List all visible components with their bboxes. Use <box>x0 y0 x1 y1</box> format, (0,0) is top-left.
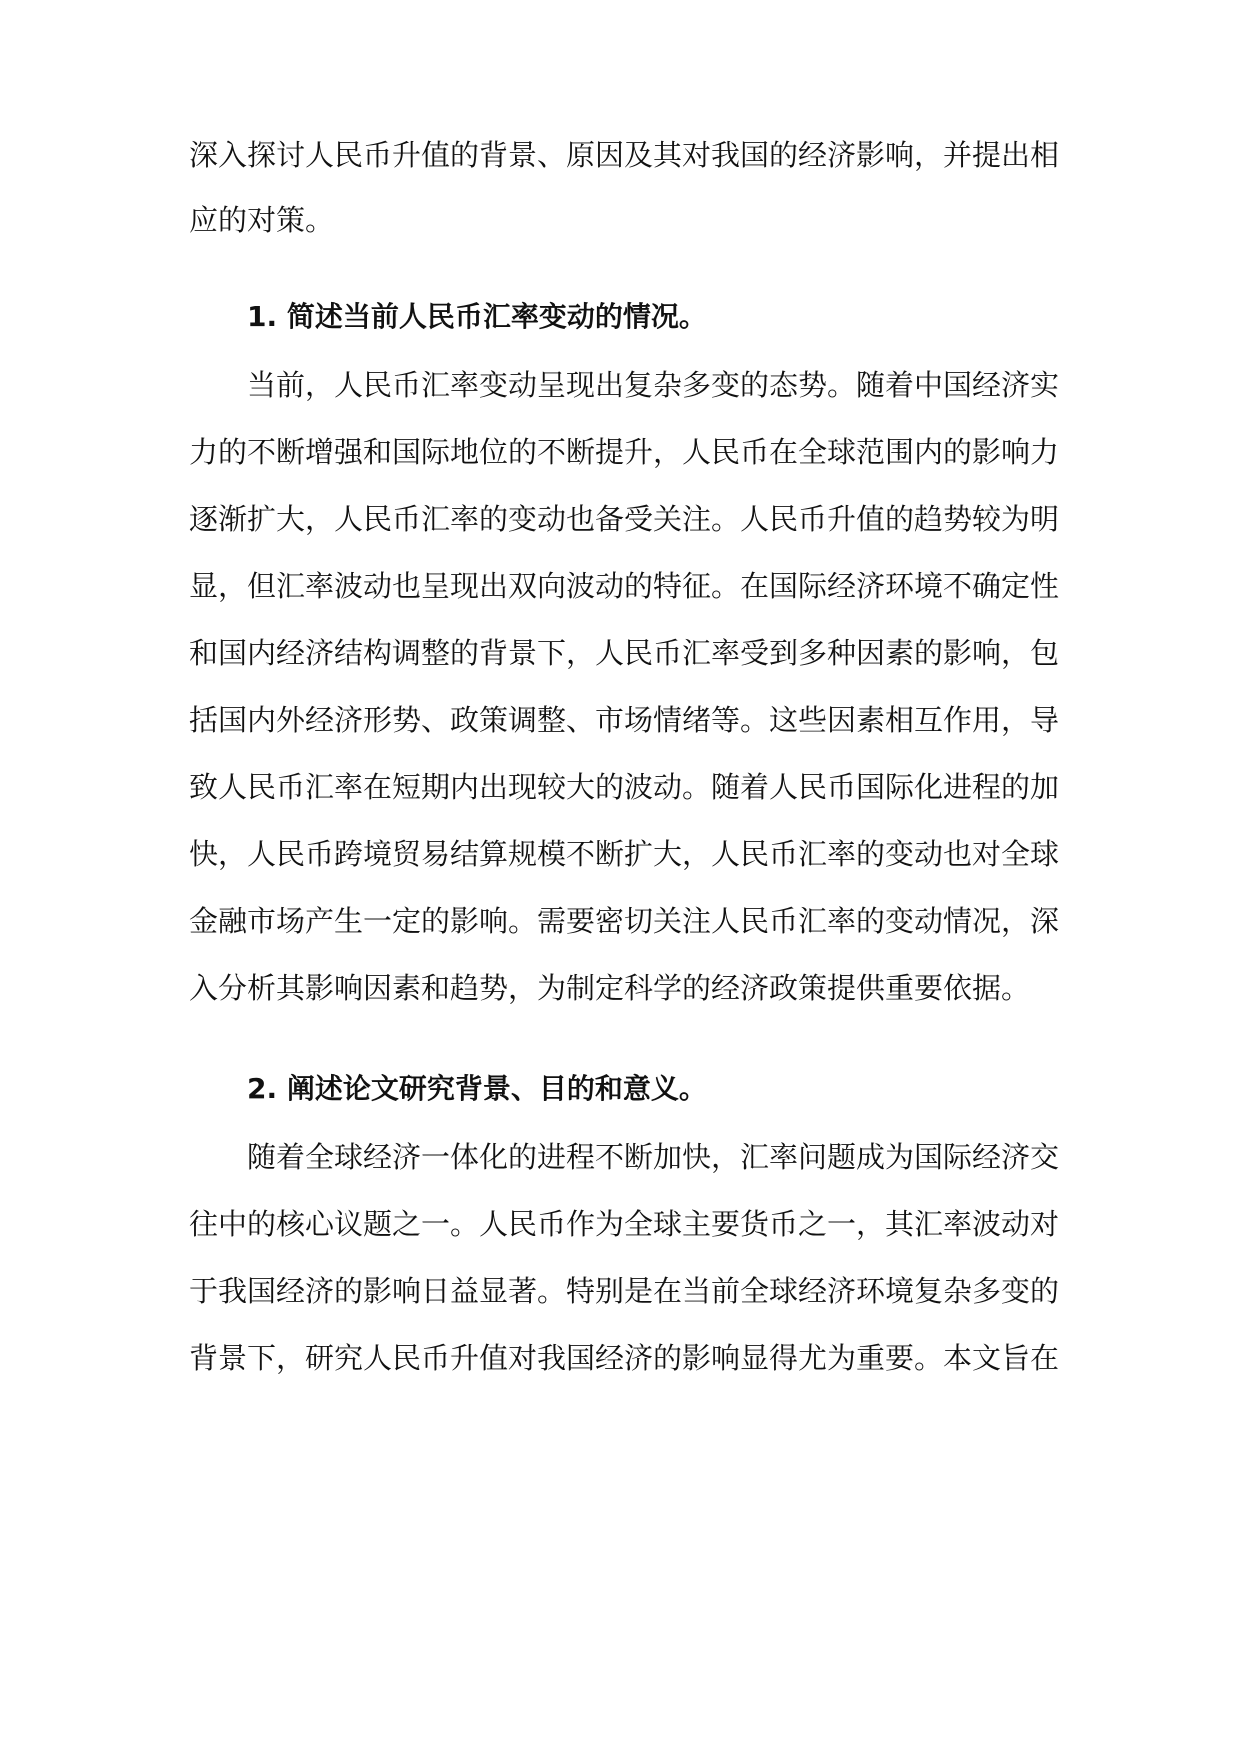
intro-line-1: 深入探讨人民币升值的背景、原因及其对我国的经济影响，并提出相 <box>189 138 1060 172</box>
paragraph-line: 金融市场产生一定的影响。需要密切关注人民币汇率的变动情况，深 <box>189 904 1060 938</box>
intro-line-2: 应的对策。 <box>189 203 335 237</box>
paragraph-line: 快，人民币跨境贸易结算规模不断扩大，人民币汇率的变动也对全球 <box>189 837 1060 871</box>
paragraph-line: 逐渐扩大，人民币汇率的变动也备受关注。人民币升值的趋势较为明 <box>189 502 1060 536</box>
paragraph-line: 显，但汇率波动也呈现出双向波动的特征。在国际经济环境不确定性 <box>189 569 1060 603</box>
paragraph-line: 致人民币汇率在短期内出现较大的波动。随着人民币国际化进程的加 <box>189 770 1060 804</box>
paragraph-line: 和国内经济结构调整的背景下，人民币汇率受到多种因素的影响，包 <box>189 636 1060 670</box>
section-1-heading: 1. 简述当前人民币汇率变动的情况。 <box>247 300 707 333</box>
paragraph-line: 随着全球经济一体化的进程不断加快，汇率问题成为国际经济交 <box>247 1140 1060 1174</box>
paragraph-line: 入分析其影响因素和趋势，为制定科学的经济政策提供重要依据。 <box>189 971 1031 1005</box>
paragraph-line: 括国内外经济形势、政策调整、市场情绪等。这些因素相互作用，导 <box>189 703 1060 737</box>
paragraph-line: 于我国经济的影响日益显著。特别是在当前全球经济环境复杂多变的 <box>189 1274 1060 1308</box>
section-2-heading: 2. 阐述论文研究背景、目的和意义。 <box>247 1072 707 1105</box>
paragraph-line: 往中的核心议题之一。人民币作为全球主要货币之一，其汇率波动对 <box>189 1207 1060 1241</box>
paragraph-line: 力的不断增强和国际地位的不断提升，人民币在全球范围内的影响力 <box>189 435 1060 469</box>
paragraph-line: 当前，人民币汇率变动呈现出复杂多变的态势。随着中国经济实 <box>247 368 1060 402</box>
paragraph-line: 背景下，研究人民币升值对我国经济的影响显得尤为重要。本文旨在 <box>189 1341 1060 1375</box>
